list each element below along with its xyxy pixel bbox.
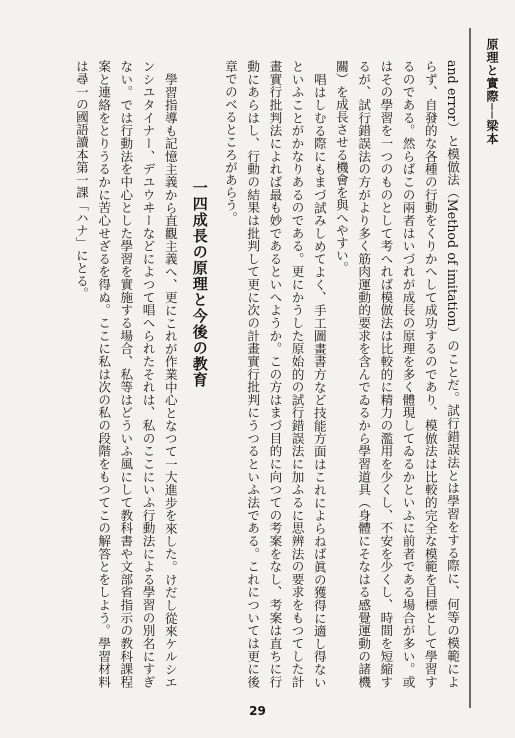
section-title: 成長の原理と今後の教育 [190, 212, 209, 388]
paragraph-2: 唱はしむる際にもまづ試みしめてよく、手工圖畫書方など技能方面はこれによらねば眞の獲得に適し得ないといふことがかなりあるのである。更にかうした原始的の試行錯誤法に加ふるに思辨法の要求をもつてした計畫實行批判法によれば最も妙であるといへようか。この方はまづ目的に向つての考案をなし、考案は直ちに行動にあらはし、行動の結果は批判して更に次の計畫實行批判にうつるといふ法である。これについては更に後章でのべるところがあらう。 [222, 60, 327, 688]
body-text [33, 60, 463, 688]
section-number: 一四 [190, 180, 209, 212]
page-number: 29 [249, 704, 266, 718]
running-header: 原理と實際──梁本 [485, 38, 499, 146]
paragraph-1: and error）と模倣法（Method of imitation）のことだ。試行錯誤法とは學習をする際に、何等の模範によらず、自發的な各種の行動をくりかへして成功するのであり、模倣法は比較的完全な模範を目標として學習するのである。然らばこの兩者はいづれが成長の原理を多く體現してゐるかといふに前者である場合が多い。或はその學習を一つのものとして考へれば模倣法は比較的に精力の濫用を少くし、不安を少くし、時間を短縮するが、試行錯誤法の方がより多く筋肉運動的要求を含んでゐるから學習道具（身體にそなはる感覺運動の諸機關）を成長させる機會を與へやすい。 [333, 60, 460, 688]
section-heading [187, 60, 213, 688]
header-rule [469, 28, 471, 708]
paragraph-3: 學習指導も記憶主義から直觀主義へ、更にこれが作業中心となつて一大進步を來した。けだし從來ケルシエンシユタイナー、デユウヰーなどによつて唱へられたそれは、私のここにいふ行動法による學習の別名にすぎない。では行動法を中心とした學習を實施する場合、私等はどういふ風にして教科書や文部省指示の教科課程案と連絡をとりうるかに苦心せざるを得ぬ。ここに私は次の私の段階をもつてこの解答とをしよう。學習材料は尋一の國語讀本第一課「ハナ」にとる。 [73, 60, 178, 688]
